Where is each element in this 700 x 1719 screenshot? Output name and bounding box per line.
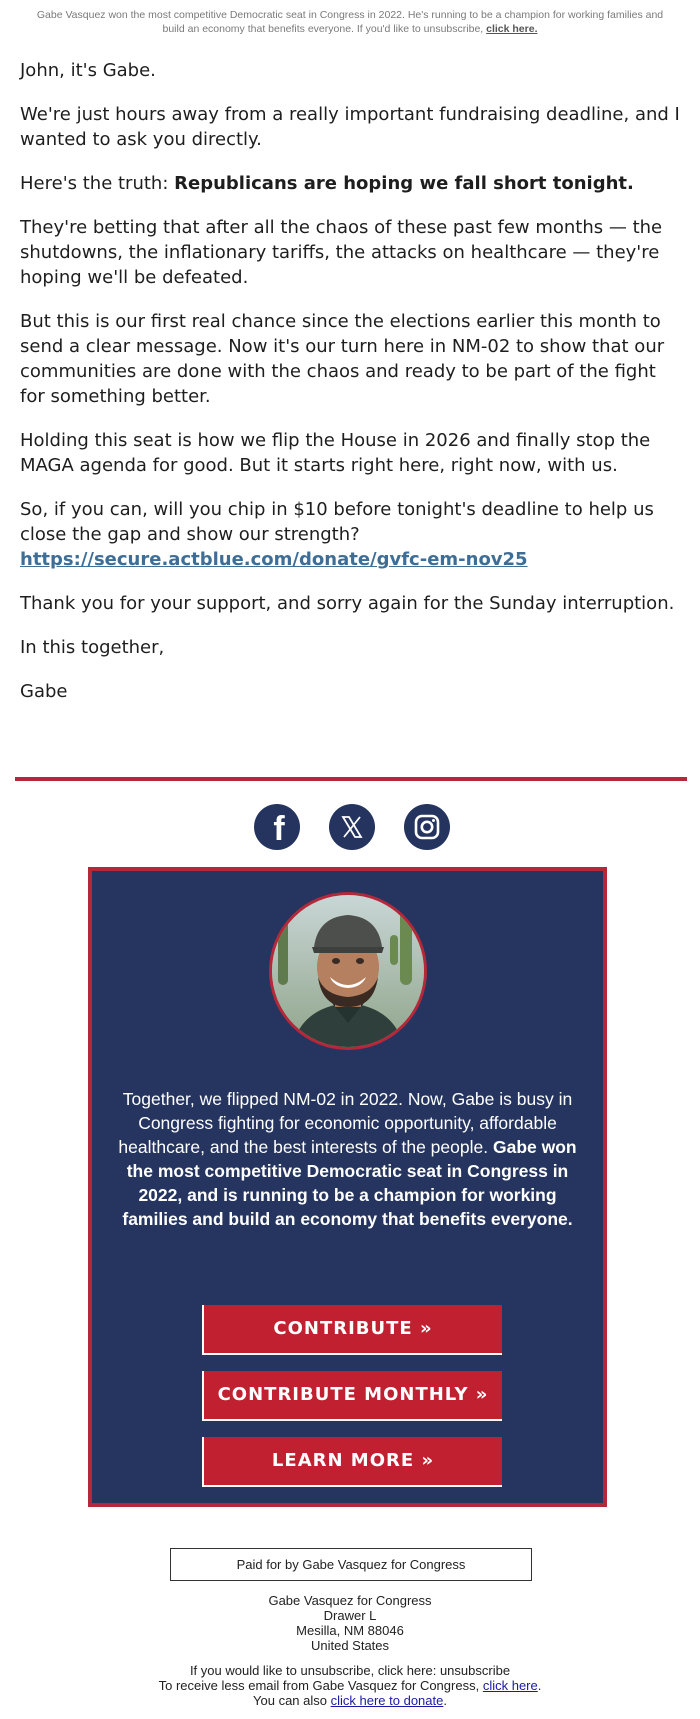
address-line: Drawer L [323, 1608, 377, 1623]
preheader-text: Gabe Vasquez won the most competitive Democratic seat in Congress in 2022. He's running to be a champion for working families and build an economy that benefits everyone. If you'd like to unsubscribe, [36, 9, 664, 35]
mailing-address [0, 1593, 700, 1653]
preheader-unsubscribe-link[interactable]: click here. [486, 22, 538, 35]
less-email-line [0, 1678, 700, 1693]
learn-more-button[interactable]: LEARN MORE » [202, 1437, 502, 1487]
social-icons [0, 804, 700, 852]
letter-body [20, 58, 680, 723]
paragraph-1: We're just hours away from a really important fundraising deadline, and I wanted to ask you directly. [20, 104, 680, 150]
paragraph-2-lead: Here's the truth: [20, 173, 169, 194]
paragraph-7: Thank you for your support, and sorry again for the Sunday interruption. [20, 593, 675, 614]
facebook-icon[interactable] [254, 804, 300, 850]
paragraph-3: They're betting that after all the chaos of these past few months — the shutdowns, the inflationary tariffs, the attacks on healthcare — they're hoping we'll be defeated. [20, 217, 663, 288]
less-email-period: . [537, 1678, 542, 1693]
donate-line [0, 1693, 700, 1708]
x-icon[interactable] [329, 804, 375, 850]
footer-notes [0, 1663, 700, 1708]
panel-text-bold: Gabe won the most competitive Democratic seat in Congress in 2022, and is running to be a champion for working families and build an economy that benefits everyone. [122, 1137, 577, 1229]
instagram-icon[interactable] [404, 804, 450, 850]
paragraph-2-bold: Republicans are hoping we fall short tonight. [174, 173, 634, 194]
paid-for-disclaimer: Paid for by Gabe Vasquez for Congress [170, 1548, 532, 1581]
address-line: United States [310, 1638, 390, 1653]
candidate-panel [88, 867, 607, 1507]
donate-link[interactable]: https://secure.actblue.com/donate/gvfc-em-nov25 [20, 549, 528, 570]
address-line: Gabe Vasquez for Congress [268, 1593, 432, 1608]
donate-line-text: You can also [253, 1693, 327, 1708]
panel-text [112, 1087, 583, 1231]
candidate-photo [269, 892, 427, 1050]
greeting: John, it's Gabe. [20, 60, 156, 81]
preheader [30, 9, 670, 36]
section-divider [15, 777, 687, 781]
panel-text-regular: Together, we flipped NM-02 in 2022. Now, Gabe is busy in Congress fighting for economic opportunity, affordable healthcare, and the best interests of the people. [118, 1089, 573, 1157]
facebook-glyph: f [273, 810, 285, 848]
footer-donate-link[interactable]: click here to donate [330, 1693, 444, 1708]
less-email-link[interactable]: click here [482, 1678, 538, 1693]
contribute-monthly-button[interactable]: CONTRIBUTE MONTHLY » [202, 1371, 502, 1421]
contribute-button[interactable]: CONTRIBUTE » [202, 1305, 502, 1355]
signature: Gabe [20, 681, 68, 702]
paragraph-2 [20, 171, 680, 196]
donate-line-period: . [443, 1693, 447, 1708]
signoff: In this together, [20, 637, 165, 658]
paragraph-6-text: So, if you can, will you chip in $10 before tonight's deadline to help us close the gap and show our strength? [20, 499, 654, 545]
address-line: Mesilla, NM 88046 [296, 1623, 404, 1638]
less-email-text: To receive less email from Gabe Vasquez for Congress, [158, 1678, 480, 1693]
unsubscribe-line[interactable]: If you would like to unsubscribe, click here: unsubscribe [189, 1663, 511, 1678]
paragraph-6 [20, 497, 680, 572]
paragraph-5: Holding this seat is how we flip the House in 2026 and finally stop the MAGA agenda for good. But it starts right here, right now, with us. [20, 430, 651, 476]
paragraph-4: But this is our first real chance since the elections earlier this month to send a clear message. Now it's our turn here in NM-02 to show that our communities are done with the chaos and ready to be part of the fight for something better. [20, 311, 665, 407]
